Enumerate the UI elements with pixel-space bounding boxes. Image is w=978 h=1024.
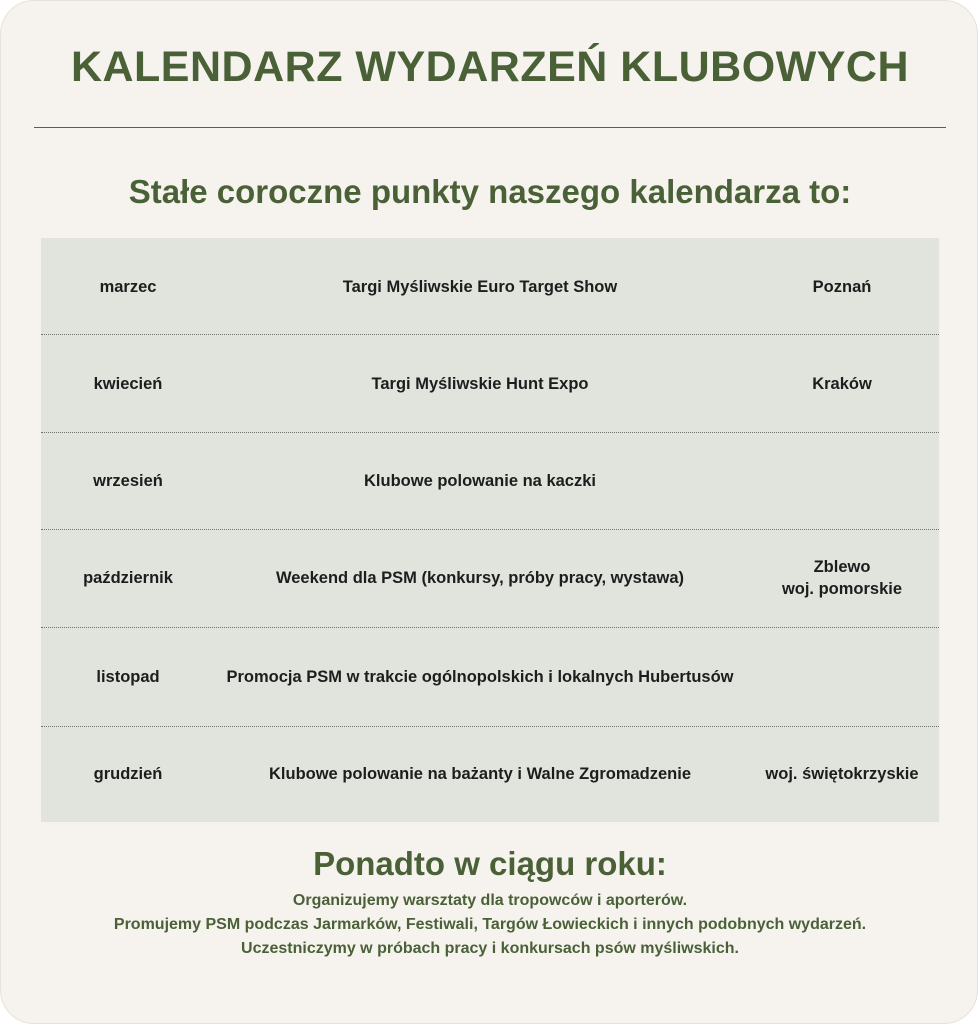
event-month: kwiecień <box>93 374 163 393</box>
event-name: Targi Myśliwskie Euro Target Show <box>342 277 618 296</box>
event-place-line1: Zblewo <box>813 558 871 576</box>
event-month: listopad <box>96 667 160 686</box>
page-title: KALENDARZ WYDARZEŃ KLUBOWYCH <box>70 43 910 91</box>
table-row <box>41 432 939 529</box>
footer-line: Uczestniczymy w próbach pracy i konkursach psów myśliwskich. <box>241 940 739 957</box>
event-place <box>745 276 939 298</box>
table-row <box>41 627 939 726</box>
event-month: wrzesień <box>93 471 163 490</box>
section-subtitle: Stałe coroczne punkty naszego kalendarza to: <box>128 173 852 210</box>
footer-title: Ponadto w ciągu roku: <box>313 845 667 882</box>
event-name: Targi Myśliwskie Hunt Expo <box>371 374 589 393</box>
event-place-line1: woj. świętokrzyskie <box>765 765 919 783</box>
event-place-line1: Poznań <box>812 277 872 296</box>
footer-line: Promujemy PSM podczas Jarmarków, Festiwali, Targów Łowieckich i innych podobnych wydarzeń. <box>113 916 867 933</box>
event-name: Klubowe polowanie na bażanty i Walne Zgromadzenie <box>268 765 692 783</box>
event-place-line2: woj. pomorskie <box>781 580 903 598</box>
table-row <box>41 529 939 627</box>
event-place <box>745 763 939 785</box>
event-place-line1: Kraków <box>812 374 872 393</box>
event-place <box>745 556 939 600</box>
footer-line: Organizujemy warsztaty dla tropowców i aporterów. <box>292 892 688 909</box>
event-place <box>745 373 939 395</box>
table-row <box>41 238 939 335</box>
title-divider <box>34 127 946 128</box>
event-name: Weekend dla PSM (konkursy, próby pracy, wystawa) <box>275 569 685 587</box>
event-month: październik <box>83 569 173 587</box>
table-row <box>41 335 939 432</box>
event-month: grudzień <box>93 765 163 783</box>
event-month: marzec <box>99 277 157 296</box>
event-name: Klubowe polowanie na kaczki <box>364 471 596 490</box>
event-name: Promocja PSM w trakcie ogólnopolskich i lokalnych Hubertusów <box>226 667 734 686</box>
events-table <box>41 238 939 822</box>
table-row <box>41 726 939 822</box>
footer-text <box>1 889 978 961</box>
